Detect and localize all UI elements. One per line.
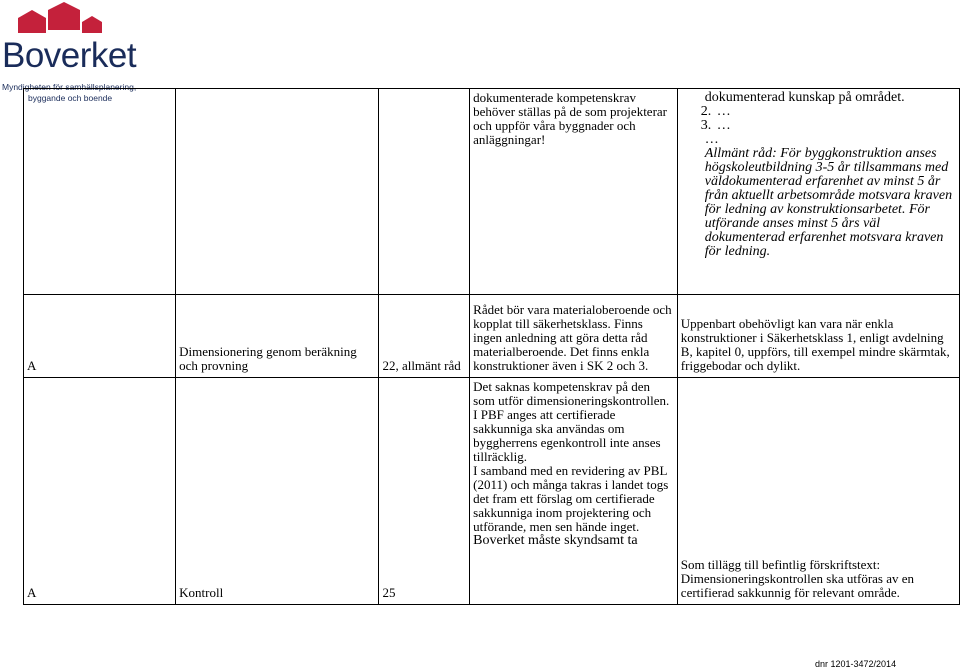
area-cell [176, 295, 379, 378]
remissvar-table [23, 88, 960, 605]
comment-paragraph: I samband med en revidering av PBL (2011) och många takras i landet togs det fram ett förslag om certifierade sakkunniga inom projektering och utförande, men sen hände inget. [473, 463, 669, 534]
class-cell [24, 295, 176, 378]
proposal-ellipsis: … [704, 132, 719, 147]
proposal-cell [677, 378, 959, 605]
area-label: Kontroll [179, 585, 224, 600]
proposal-advice: Allmänt råd: För byggkonstruktion anses högskoleutbildning 3-5 år tillsammans med väldokumenterad erfarenhet av minst 5 år från aktuellt arbetsområde motsvara kraven för ledning av konstruktionsarbetet. För utförande anses minst 5 års väl dokumenterad erfarenhet motsvara kraven för ledning. [704, 146, 953, 259]
paragraph-cell [379, 378, 470, 605]
logo-tagline-line2: byggande och boende [28, 93, 113, 103]
table-row [24, 378, 960, 605]
comment-cell [470, 89, 678, 295]
logo-wordmark: Boverket [2, 36, 137, 75]
area-cell [176, 378, 379, 605]
proposal-text: Som tillägg till befintlig förskriftstext: Dimensioneringskontrollen ska utföras av en certifierad sakkunnig för relevant område. [680, 557, 915, 600]
list-item: 2. … [700, 104, 731, 119]
paragraph-cell [379, 89, 470, 295]
comment-paragraph: Det saknas kompetenskrav på den som utför dimensioneringskontrollen. [473, 379, 670, 408]
comment-cell [470, 378, 678, 605]
proposal-line: dokumenterad kunskap på området. [704, 90, 905, 105]
proposal-cell [677, 295, 959, 378]
comment-text: Rådet bör vara materialoberoende och kopplat till säkerhetsklass. Finns ingen anledning att göra detta råd materialberoende. Det finns enkla konstruktioner även i SK 2 och 3. [473, 302, 672, 373]
paragraph-cell [379, 295, 470, 378]
list-item: 3. … [700, 118, 731, 133]
paragraph-label: 22, allmänt råd [382, 358, 461, 373]
area-label: Dimensionering genom beräkning och provning [179, 344, 357, 373]
class-label: A [27, 358, 37, 373]
class-label: A [27, 585, 37, 600]
comment-text: dokumenterade kompetenskrav behöver ställas på de som projekterar och uppför våra byggnader och anläggningar! [473, 90, 668, 147]
table-row [24, 295, 960, 378]
proposal-continued [678, 89, 959, 263]
comment-cell [470, 295, 678, 378]
proposal-cell [677, 89, 959, 295]
boverket-house-icon [18, 0, 108, 36]
paragraph-label: 25 [382, 585, 396, 600]
class-cell [24, 89, 176, 295]
area-cell [176, 89, 379, 295]
logo-tagline-line1: Myndigheten för samhällsplanering, [2, 82, 137, 92]
proposal-text: Uppenbart obehövligt kan vara när enkla konstruktioner i Säkerhetsklass 1, enligt avdelning B, kapitel 0, uppförs, till exempel mindre skärmtak, friggebodar och dylikt. [680, 316, 950, 373]
table-row [24, 89, 960, 295]
comment-paragraph: Boverket måste skyndsamt ta [473, 533, 638, 548]
comment-paragraph: I PBF anges att certifierade sakkunniga ska användas om byggherrens egenkontroll inte anses tillräcklig. [473, 407, 661, 464]
class-cell [24, 378, 176, 605]
comment-block [470, 378, 677, 552]
document-number: dnr 1201-3472/2014 [815, 659, 897, 669]
